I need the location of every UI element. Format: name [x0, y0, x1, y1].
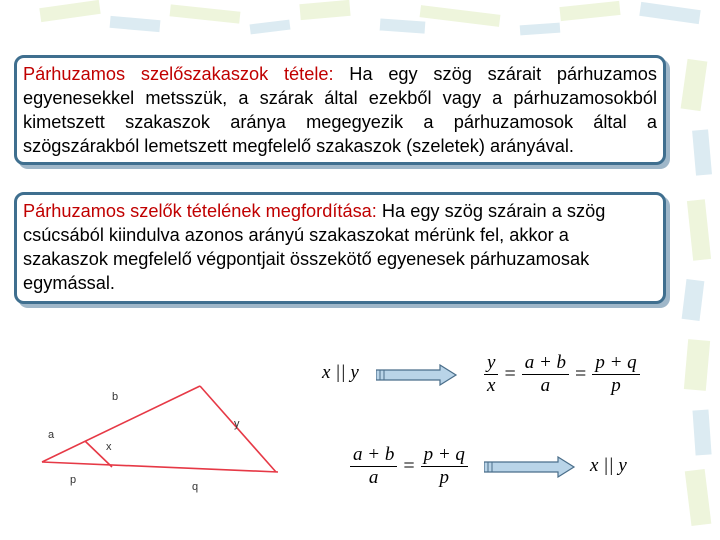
fraction-y-over-x: $\frac{y}{x}$ — [484, 352, 498, 397]
implies-arrow-icon-2 — [484, 456, 576, 478]
theorem-box — [14, 55, 666, 165]
proportion-formula-2: $\frac{a + b}{a}$ = $\frac{p + q}{p}$ — [346, 444, 472, 489]
label-q: q — [192, 481, 199, 493]
parallel-lines-figure — [40, 372, 280, 507]
label-b: b — [112, 391, 119, 403]
result-parallel: x || y — [590, 455, 627, 476]
label-p: p — [70, 474, 77, 486]
label-y: y — [234, 418, 240, 430]
implies-arrow-icon — [376, 364, 458, 386]
theorem-title: Párhuzamos szelőszakaszok tétele: — [23, 64, 334, 84]
theorem-text: Ha egy szög szárait párhuzamos egyenesekkel metsszük, a szárak által ezekből vagy a párhuzamosokból kimetszett szakaszok aránya megegyezik a párhuzamosok által a szögszárakból lemetszett megfelelő szakaszok (szeletek) arányával. — [23, 64, 657, 156]
label-x: x — [106, 441, 112, 453]
fraction-pq-over-p: $\frac{p + q}{p}$ — [592, 352, 639, 397]
decorative-side-pattern — [680, 0, 720, 540]
fraction-ab-over-a-2: $\frac{a + b}{a}$ — [350, 444, 397, 489]
converse-theorem-box — [14, 192, 666, 304]
condition-parallel: x || y — [322, 362, 359, 383]
proportion-formula-1: $\frac{y}{x}$ = $\frac{a + b}{a}$ = $\frac{p + q}{p}$ — [480, 352, 644, 397]
converse-text: Ha egy szög szárain a szög csúcsából kiindulva azonos arányú szakaszokat mérünk fel, akkor a szakaszok megfelelő végpontjait összekötő egyenesek párhuzamosak egymással. — [23, 201, 606, 293]
converse-title: Párhuzamos szelők tételének megfordítása: — [23, 201, 377, 221]
fraction-ab-over-a: $\frac{a + b}{a}$ — [522, 352, 569, 397]
angle-leg-lower — [42, 462, 278, 472]
fraction-pq-over-p-2: $\frac{p + q}{p}$ — [421, 444, 468, 489]
angle-leg-upper — [42, 386, 200, 462]
decorative-header-pattern — [0, 0, 720, 46]
label-a: a — [48, 429, 55, 441]
